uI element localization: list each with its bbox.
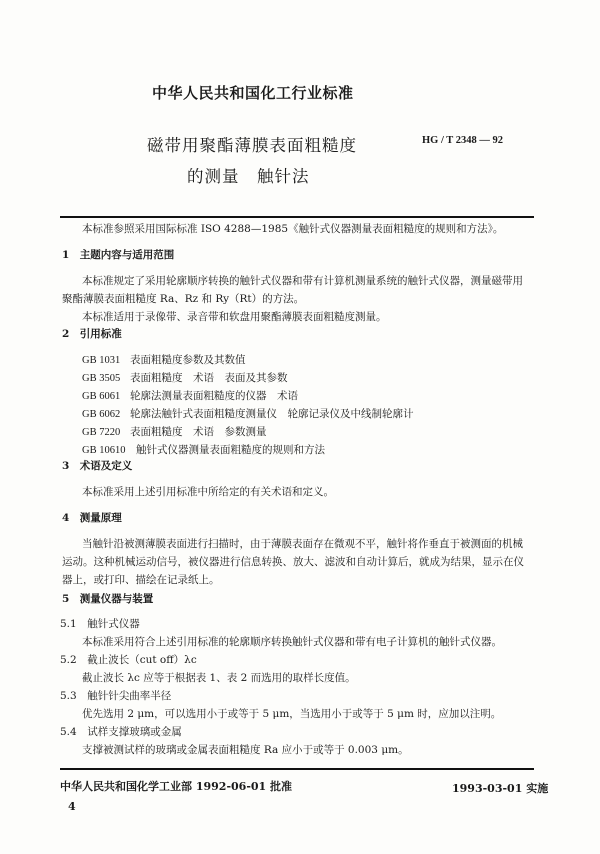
page-number: 4 (68, 800, 76, 813)
reference-code: GB 10610 (82, 445, 126, 456)
reference-title: 触针式仪器测量表面粗糙度的规则和方法 (136, 444, 325, 456)
subsection-number: 5.1 (60, 618, 77, 630)
document-title-line1: 磁带用聚酯薄膜表面粗糙度 (147, 136, 357, 155)
reference-item (82, 406, 414, 421)
section-1-text: 本标准适用于录像带、录音带和软盘用聚酯薄膜表面粗糙度测量。 (82, 311, 387, 323)
section-3-heading: 3 术语及定义 (62, 460, 133, 472)
intro-paragraph: 本标准参照采用国际标准 ISO 4288—1985《触针式仪器测量表面粗糙度的规则和方法》。 (82, 223, 504, 235)
section-1-text: 本标准规定了采用轮廓顺序转换的触针式仪器和带有计算机测量系统的触针式仪器，测量磁带用 (82, 275, 523, 287)
subsection-title: 截止波长（cut off）λc (87, 654, 197, 666)
top-divider (60, 216, 534, 218)
reference-item (82, 370, 288, 385)
reference-title: 轮廓法触针式表面粗糙度测量仪 轮廓记录仪及中线制轮廓计 (130, 408, 414, 420)
reference-code: GB 6062 (82, 409, 121, 420)
reference-code: GB 1031 (82, 355, 121, 366)
reference-code: GB 6061 (82, 391, 121, 402)
section-3-text: 本标准采用上述引用标准中所给定的有关术语和定义。 (82, 486, 334, 498)
section-4-text: 运动。这种机械运动信号，被仪器进行信息转换、放大、滤波和自动计算后，就成为结果，显示在仪 (62, 556, 524, 568)
reference-title: 轮廓法测量表面粗糙度的仪器 术语 (130, 390, 298, 402)
section-5-heading: 5 测量仪器与装置 (62, 593, 154, 605)
reference-title: 表面粗糙度 术语 表面及其参数 (130, 372, 288, 384)
subsection-title: 试样支撑玻璃或金属 (87, 726, 182, 738)
section-1-text: 聚酯薄膜表面粗糙度 Ra、Rz 和 Ry（Rt）的方法。 (62, 293, 305, 305)
reference-item (82, 388, 298, 403)
approval-statement: 中华人民共和国化学工业部 1992-06-01 批准 (60, 780, 293, 793)
reference-item (82, 424, 267, 439)
reference-title: 表面粗糙度 术语 参数测量 (130, 426, 267, 438)
subsection-5-3-text: 优先选用 2 μm，可以选用小于或等于 5 μm，当选用小于或等于 5 μm 时，应加以注明。 (82, 708, 502, 720)
subsection-5-3-heading (60, 688, 171, 703)
section-4-text: 当触针沿被测薄膜表面进行扫描时，由于薄膜表面存在微观不平，触针将作垂直于被测面的机械 (82, 538, 523, 550)
subsection-5-4-heading (60, 724, 182, 739)
effective-date: 1993-03-01 实施 (452, 782, 549, 795)
section-1-heading: 1 主题内容与适用范围 (62, 249, 175, 261)
subsection-number: 5.2 (60, 654, 77, 666)
reference-title: 表面粗糙度参数及其数值 (130, 354, 246, 366)
issuing-authority: 中华人民共和国化工行业标准 (152, 84, 354, 102)
reference-code: GB 7220 (82, 427, 121, 438)
subsection-5-1-text: 本标准采用符合上述引用标准的轮廓顺序转换触针式仪器和带有电子计算机的触针式仪器。 (82, 636, 502, 648)
section-4-text: 器上，或打印、描绘在记录纸上。 (62, 574, 220, 586)
subsection-title: 触针式仪器 (87, 618, 140, 630)
subsection-title: 触针针尖曲率半径 (87, 690, 172, 702)
section-2-heading: 2 引用标准 (62, 328, 122, 340)
section-4-heading: 4 测量原理 (62, 512, 122, 524)
subsection-5-4-text: 支撑被测试样的玻璃或金属表面粗糙度 Ra 应小于或等于 0.003 μm。 (82, 744, 409, 756)
footer-divider (60, 768, 534, 770)
document-title-line2: 的测量 触针法 (187, 167, 310, 186)
reference-item (82, 442, 325, 457)
subsection-5-1-heading (60, 616, 140, 631)
subsection-5-2-heading (60, 652, 197, 667)
reference-item (82, 352, 246, 367)
standard-code: HG / T 2348 — 92 (422, 135, 504, 146)
reference-code: GB 3505 (82, 373, 121, 384)
subsection-number: 5.4 (60, 726, 77, 738)
subsection-number: 5.3 (60, 690, 77, 702)
subsection-5-2-text: 截止波长 λc 应等于根据表 1、表 2 而选用的取样长度值。 (82, 672, 356, 684)
